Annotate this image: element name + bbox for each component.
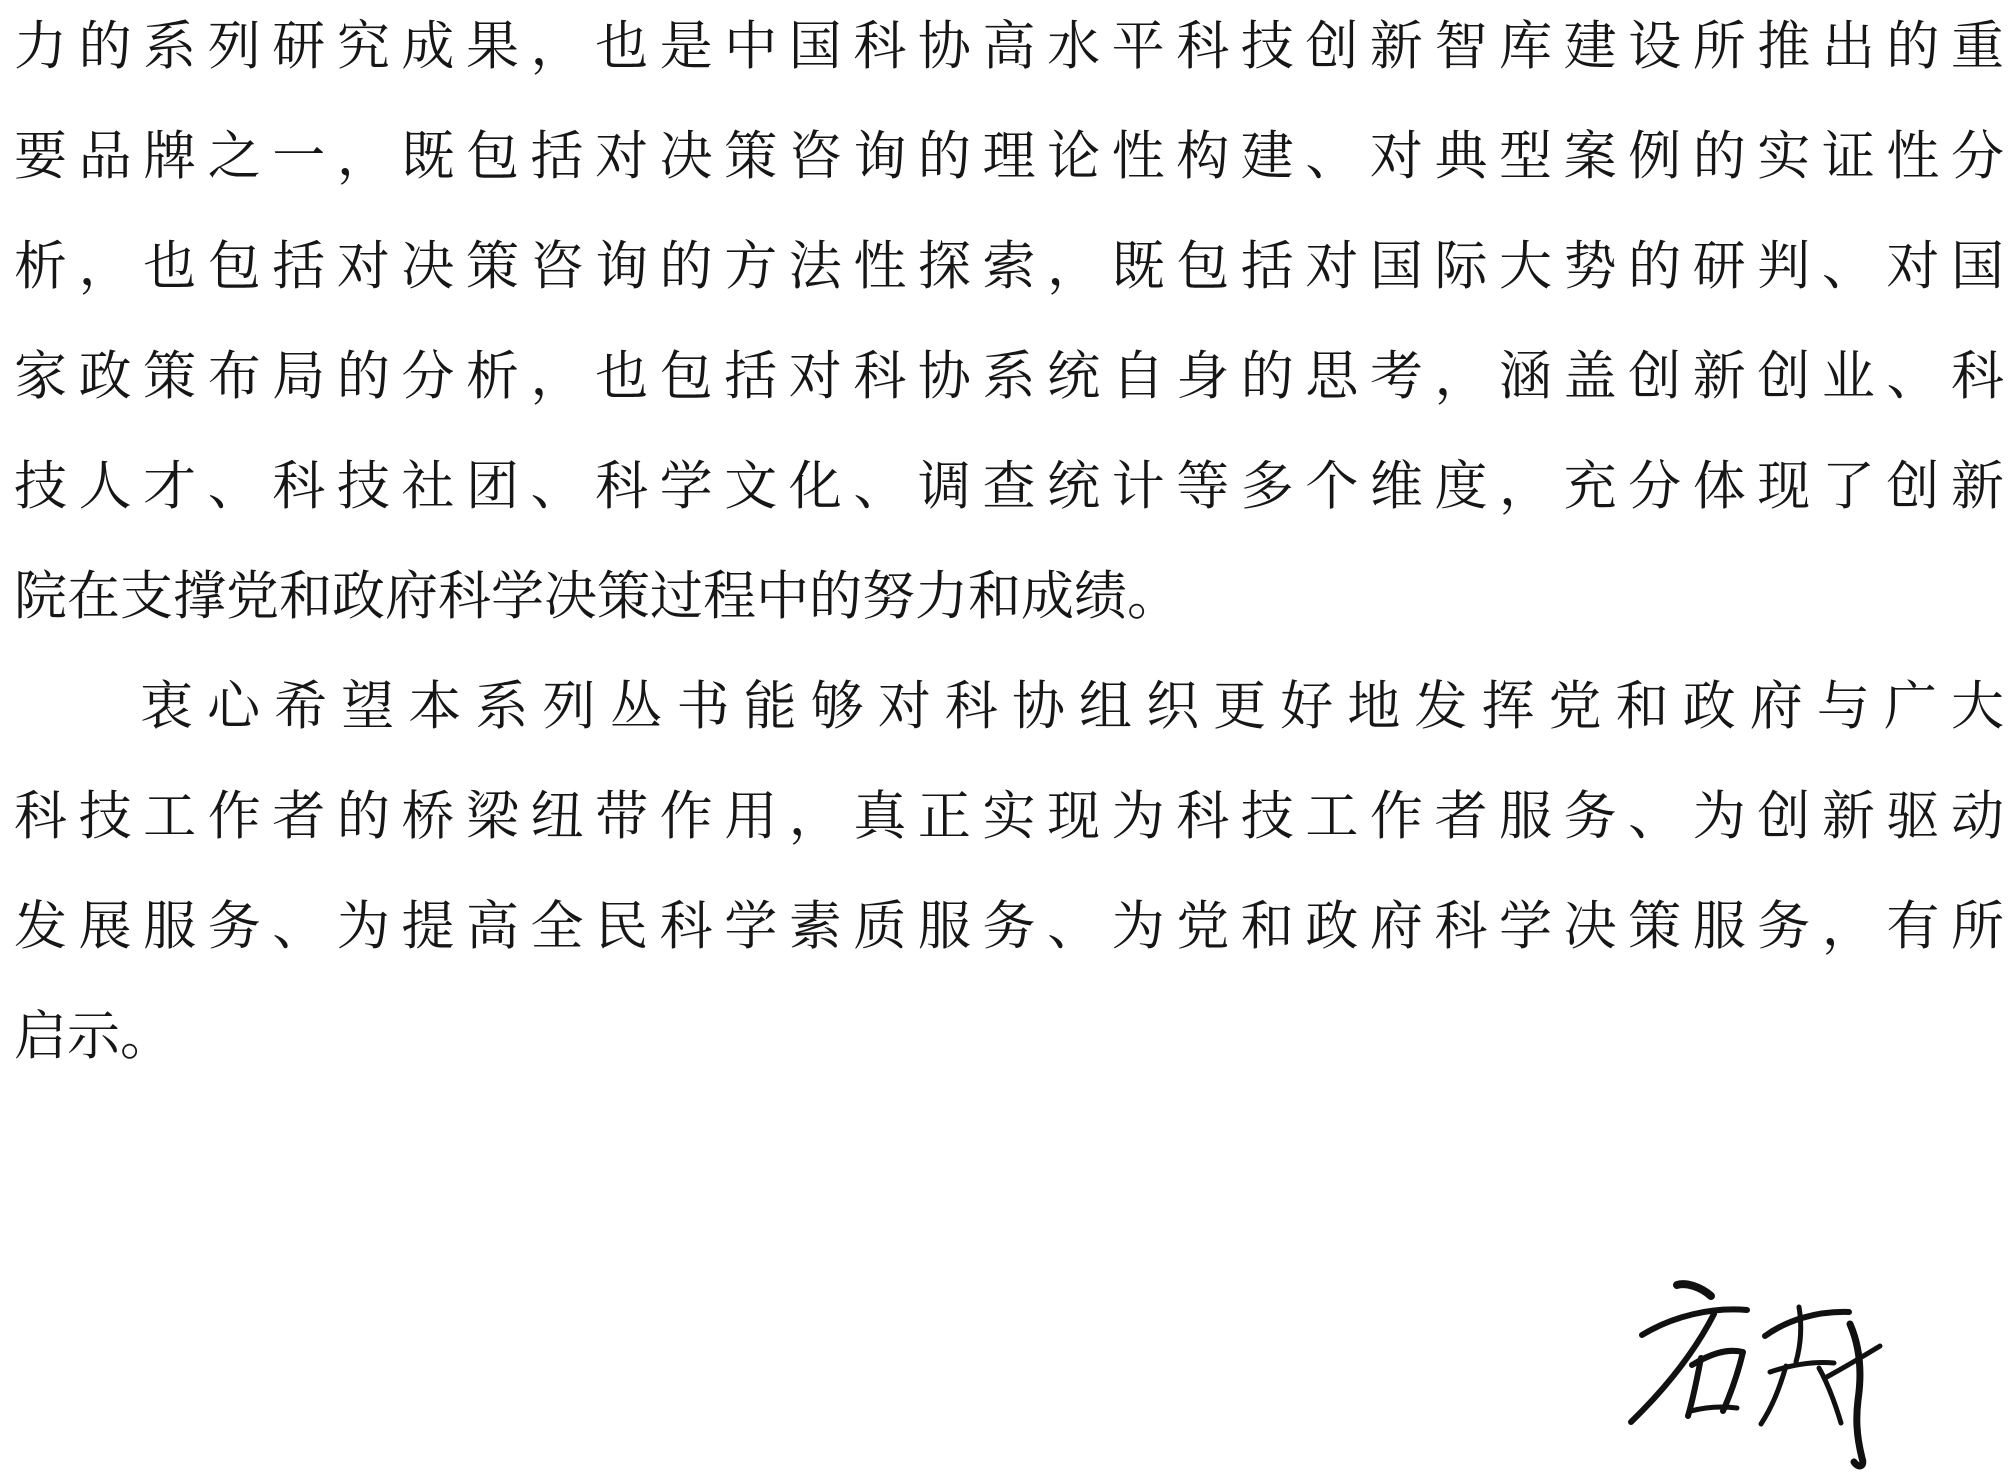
- handwritten-signature: [1610, 1262, 1900, 1477]
- paragraph-1-line-5: 技人才、科技社团、科学文化、调查统计等多个维度，充分体现了创新: [14, 456, 2004, 517]
- paragraph-2-line-2: 科技工作者的桥梁纽带作用，真正实现为科技工作者服务、为创新驱动: [14, 786, 2004, 847]
- paragraph-2-line-3: 发展服务、为提高全民科学素质服务、为党和政府科学决策服务，有所: [14, 896, 2004, 957]
- paragraph-1-line-1: 力的系列研究成果，也是中国科协高水平科技创新智库建设所推出的重: [14, 16, 2004, 77]
- paragraph-1-line-6: 院在支撑党和政府科学决策过程中的努力和成绩。: [14, 566, 1180, 627]
- paragraph-1-line-4: 家政策布局的分析，也包括对科协系统自身的思考，涵盖创新创业、科: [14, 346, 2004, 407]
- paragraph-2-line-1: 衷心希望本系列丛书能够对科协组织更好地发挥党和政府与广大: [140, 676, 2004, 737]
- paragraph-1-line-2: 要品牌之一，既包括对决策咨询的理论性构建、对典型案例的实证性分: [14, 126, 2004, 187]
- paragraph-2-line-4: 启示。: [14, 1006, 173, 1067]
- paragraph-1-line-3: 析，也包括对决策咨询的方法性探索，既包括对国际大势的研判、对国: [14, 236, 2004, 297]
